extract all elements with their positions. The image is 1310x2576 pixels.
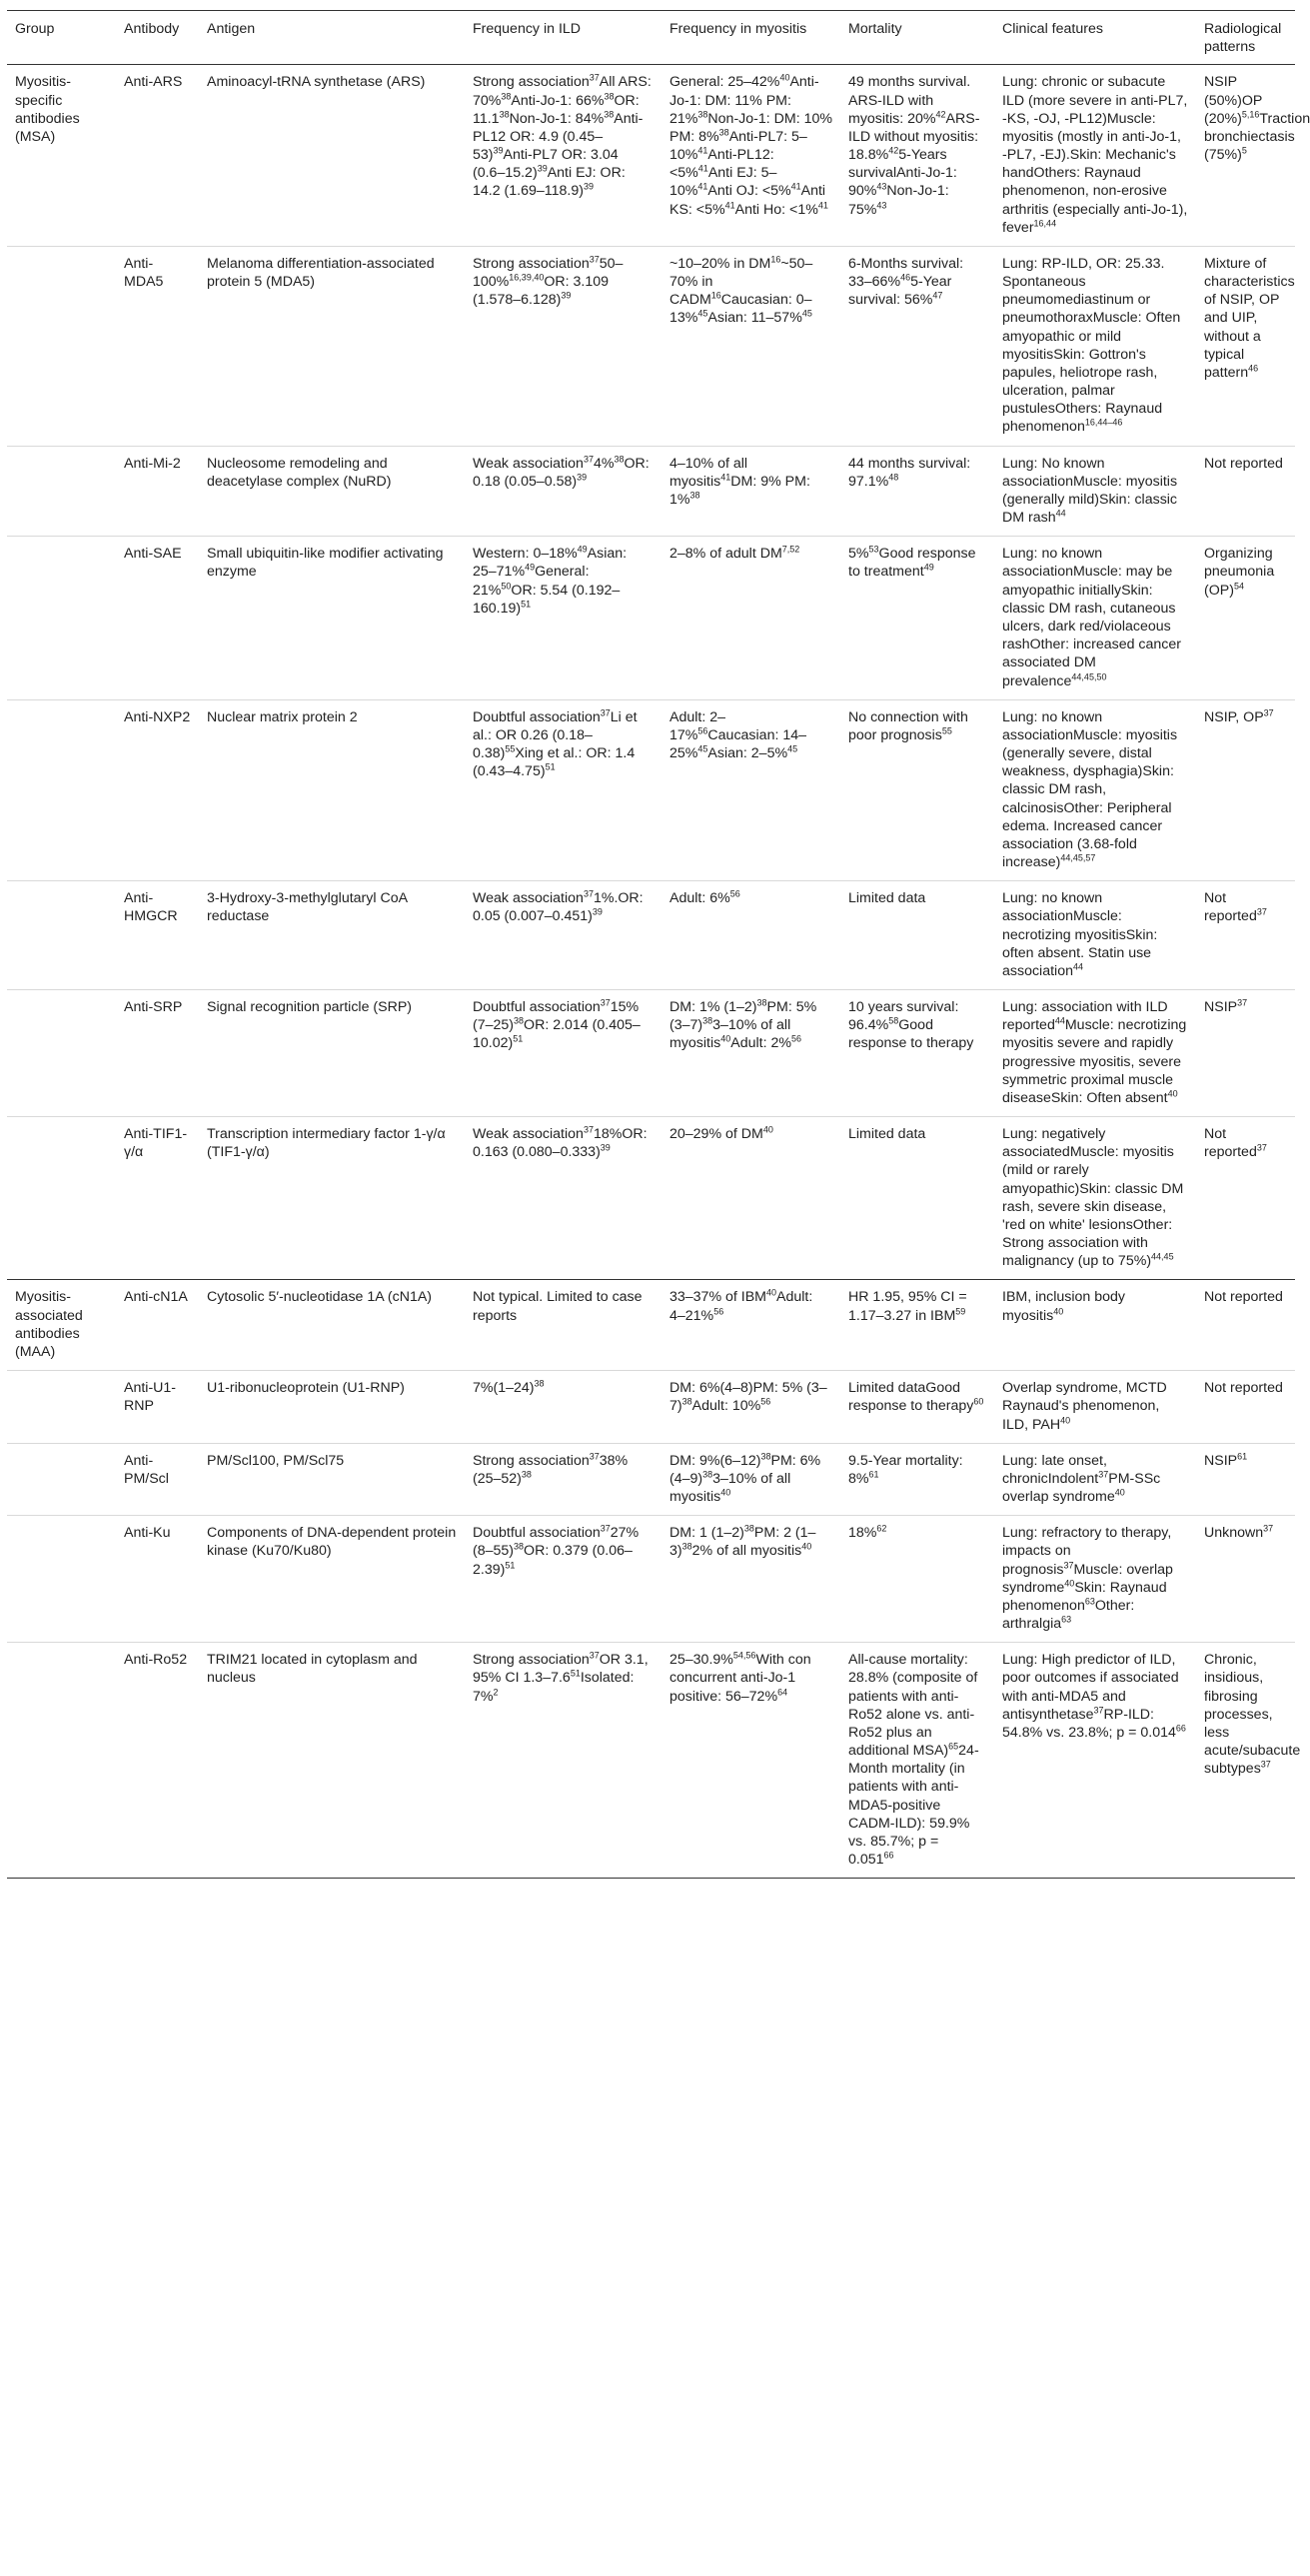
antigen-cell: Melanoma differentiation-associated protein 5 (MDA5) [207, 255, 435, 291]
myositis-frequency-cell: 33–37% of IBM$^{40}$Adult: 4–21%$^{56}$ [669, 1287, 813, 1324]
reference-superscript: 44 [1055, 508, 1066, 519]
group-cell [7, 537, 116, 699]
reference-superscript: 37 [589, 1650, 600, 1661]
clinical-features-cell: Overlap syndrome, MCTD Raynaud's phenomenon, ILD, PAH$^{40}$ [1002, 1380, 1167, 1433]
reference-superscript: 45 [801, 308, 812, 319]
reference-superscript: 40 [720, 1033, 731, 1044]
reference-superscript: 66 [883, 1850, 894, 1861]
reference-superscript: 40 [762, 1124, 773, 1135]
reference-superscript: 55 [941, 725, 952, 736]
antibody-cell: Anti-HMGCR [124, 890, 178, 925]
reference-superscript: 40 [801, 1541, 812, 1552]
antibody-cell: Anti-ARS [124, 74, 183, 91]
reference-superscript: 39 [592, 906, 603, 917]
myositis-frequency-cell: Adult: 2–17%$^{56}$Caucasian: 14–25%$^{45}$Asian: 2–5%$^{45}$ [669, 708, 807, 762]
radiological-patterns-cell: Chronic, insidious, fibrosing processes, less acute/subacute subtypes$^{37}$ [1204, 1652, 1301, 1778]
table-row [7, 65, 1295, 247]
myositis-frequency-cell: DM: 1% $(1-2)^{38}PM$: 5% $(3-7)^{38}3-10\%$ of all myositis$^{40}$Adult: 2%$^{56}$ [669, 997, 817, 1052]
reference-superscript: 16,44 [1033, 217, 1057, 228]
mortality-cell: 9.5-Year mortality: 8%$^{61}$ [848, 1452, 963, 1487]
reference-superscript: 38 [499, 108, 510, 119]
reference-superscript: 45 [697, 308, 708, 319]
reference-superscript: 56 [713, 1305, 724, 1316]
ild-frequency-cell: Strong association$^{37}$OR 3.1, 95% CI $1.3-7.6^{51}Isolated$: 7%$^2$ [473, 1650, 649, 1705]
reference-superscript: 44,45,50 [1071, 670, 1107, 681]
reference-superscript: 50 [501, 580, 512, 591]
clinical-features-cell: Lung: negatively associatedMuscle: myositis (mild or rarely amyopathic)Skin: classic DM rash, severe skin disease, 'red on white' lesionsOther: Strong association with malignancy (up to 75%)$^{44,45}$ [1002, 1126, 1184, 1270]
mortality-cell: Limited data [848, 1126, 926, 1143]
ild-frequency-cell: Strong association$^{37}$All ARS: 70%$^{38}$Anti-Jo-1: 66%$^{38}$OR: 11.1$^{38}$Non-Jo-1: 84%$^{38}$Anti-PL12 OR: 4.9 $(0.45-53)^{39}Anti-PL7$ OR: 3.04 $(0.6-15.2)^{39}Anti$ EJ: OR: 14.2 $(1.69-118.9)^{39}$ [473, 72, 652, 200]
reference-superscript: 40 [766, 1287, 777, 1298]
antibody-cell: Anti-U1-RNP [124, 1380, 177, 1415]
ild-frequency-cell: $7\%(1-24)^{38}$ [473, 1378, 545, 1397]
radiological-patterns-cell: Unknown$^{37}$ [1204, 1523, 1274, 1542]
reference-superscript: 5,16 [1241, 108, 1260, 119]
radiological-patterns-cell: Not reported [1204, 1380, 1283, 1397]
antibody-cell: Anti-Ro52 [124, 1652, 188, 1669]
ild-frequency-cell: Doubtful association$^{37}$27% $(8-55)^{38}OR$: 0.379 $(0.06-2.39)^{51}$ [473, 1523, 640, 1578]
antibody-cell: Anti-PM/Scl [124, 1452, 169, 1487]
reference-superscript: 44,45 [1151, 1251, 1174, 1262]
antibody-cell: Anti-cN1A [124, 1289, 188, 1306]
reference-superscript: 40 [720, 1487, 731, 1498]
ild-frequency-cell: Strong association$^{37}$50–100%$^{16,39,40}$OR: 3.109 $(1.578-6.128)^{39}$ [473, 254, 624, 309]
myositis-frequency-cell: DM: 6%(4–8)PM: 5% $(3-7)^{38}Adult$: 10%$^{56}$ [669, 1380, 827, 1415]
reference-superscript: 56 [760, 1396, 771, 1407]
reference-superscript: 16 [710, 290, 721, 301]
reference-superscript: 7,52 [781, 544, 800, 555]
myositis-frequency-cell: 4–10% of all myositis$^{41}$DM: 9% PM: 1%$^{38}$ [669, 455, 810, 508]
reference-superscript: 39 [561, 290, 572, 301]
radiological-patterns-cell: NSIP (50%)OP $(20\%)^{5,16}Traction$ bronchiectasis $(75\%)^5$ [1204, 74, 1310, 164]
reference-superscript: 37 [1093, 1705, 1104, 1716]
reference-superscript: 53 [868, 544, 879, 555]
antibody-cell: Anti-TIF1-γ/α [124, 1126, 188, 1161]
reference-superscript: 37 [600, 706, 611, 717]
reference-superscript: 38 [681, 1541, 692, 1552]
ild-frequency-cell: Weak association$^{37}$18%OR: 0.163 $(0.080-0.333)^{39}$ [473, 1124, 648, 1161]
reference-superscript: 44 [1054, 1015, 1065, 1026]
reference-superscript: 41 [720, 472, 731, 483]
reference-superscript: 39 [493, 145, 504, 156]
clinical-features-cell: Lung: chronic or subacute ILD (more severe in anti-PL7, -KS, -OJ, -PL12)Muscle: myositis (mostly in anti-Jo-1, -PL7, -EJ).Skin: Mechanic's handOthers: Raynaud phenomenon, non-erosive arthritis (especially anti-Jo-1), fever$^{16,44}$ [1002, 74, 1188, 236]
reference-superscript: 37 [589, 72, 600, 83]
reference-superscript: 37 [1063, 1559, 1074, 1570]
reference-superscript: 43 [876, 199, 887, 210]
mortality-cell: 44 months survival: 97.1%$^{48}$ [848, 455, 971, 490]
header-clinical-features: Clinical features [994, 11, 1196, 65]
reference-superscript: 38 [501, 90, 512, 101]
group-cell [7, 990, 116, 1117]
ild-frequency-cell: Strong association$^{37}$38% $(25-52)^{38}$ [473, 1450, 629, 1487]
clinical-features-cell: Lung: no known associationMuscle: necrotizing myositisSkin: often absent. Statin use association$^{44}$ [1002, 890, 1158, 979]
antibody-cell: Anti-SRP [124, 999, 183, 1016]
reference-superscript: 39 [577, 472, 588, 483]
radiological-patterns-cell: Not reported$^{37}$ [1204, 890, 1267, 925]
group-cell [7, 1117, 116, 1280]
reference-superscript: 41 [790, 181, 801, 192]
reference-superscript: 61 [868, 1469, 879, 1480]
header-frequency-myositis: Frequency in myositis [661, 11, 840, 65]
reference-superscript: 49 [577, 544, 588, 555]
reference-superscript: 38 [689, 490, 700, 501]
reference-superscript: 16,44–46 [1084, 417, 1123, 428]
antigen-cell: Signal recognition particle (SRP) [207, 999, 413, 1016]
reference-superscript: 45 [787, 743, 798, 754]
antigen-cell: TRIM21 located in cytoplasm and nucleus [207, 1652, 418, 1687]
antigen-cell: 3-Hydroxy-3-methylglutaryl CoA reductase [207, 890, 408, 925]
radiological-patterns-cell: Organizing pneumonia (OP)$^{54}$ [1204, 546, 1275, 599]
reference-superscript: 48 [888, 472, 899, 483]
reference-superscript: 37 [600, 1523, 611, 1534]
reference-superscript: 49 [923, 562, 934, 573]
reference-superscript: 38 [743, 1523, 754, 1534]
table-row [7, 1443, 1295, 1516]
group-cell: Myositis-specific antibodies (MSA) [15, 74, 80, 145]
reference-superscript: 51 [521, 599, 532, 610]
reference-superscript: 38 [702, 1469, 713, 1480]
antigen-cell: U1-ribonucleoprotein (U1-RNP) [207, 1380, 405, 1397]
antibody-cell: Anti-SAE [124, 546, 182, 563]
reference-superscript: 38 [718, 127, 729, 138]
ild-frequency-cell: Western: 0–18%$^{49}$Asian: 25–71%$^{49}$General: 21%$^{50}$OR: 5.54 $(0.192-160.19)^{51}$ [473, 544, 628, 617]
myositis-frequency-cell: 25–30.9%$^{54,56}$With con concurrent anti-Jo-1 positive: 56–72%$^{64}$ [669, 1650, 811, 1705]
header-mortality: Mortality [840, 11, 994, 65]
reference-superscript: 60 [973, 1396, 984, 1407]
mortality-cell: Limited data [848, 890, 926, 907]
group-cell [7, 1443, 116, 1516]
antibody-cell: Anti-Ku [124, 1525, 171, 1542]
reference-superscript: 40 [1167, 1088, 1178, 1099]
clinical-features-cell: Lung: No known associationMuscle: myositis (generally mild)Skin: classic DM rash$^{44}$ [1002, 455, 1178, 527]
reference-superscript: 56 [729, 888, 740, 899]
reference-superscript: 38 [681, 1396, 692, 1407]
antigen-cell: Small ubiquitin-like modifier activating enzyme [207, 546, 444, 581]
clinical-features-cell: Lung: High predictor of ILD, poor outcomes if associated with anti-MDA5 and antisynthetase$^{37}$RP-ILD: 54.8% vs. 23.8%; $p = 0.014^{66}$ [1002, 1652, 1186, 1741]
header-group: Group [7, 11, 116, 65]
table-row [7, 1280, 1295, 1371]
antigen-cell: Nuclear matrix protein 2 [207, 708, 358, 725]
reference-superscript: 66 [1175, 1723, 1186, 1734]
table-row [7, 1117, 1295, 1280]
antigen-cell: Transcription intermediary factor 1-γ/α (TIF1-γ/α) [207, 1126, 446, 1161]
reference-superscript: 61 [1237, 1450, 1248, 1461]
reference-superscript: 64 [777, 1686, 788, 1697]
reference-superscript: 39 [600, 1142, 611, 1153]
reference-superscript: 40 [1060, 1414, 1071, 1425]
reference-superscript: 40 [1053, 1305, 1064, 1316]
clinical-features-cell: Lung: refractory to therapy, impacts on prognosis$^{37}$Muscle: overlap syndrome$^{40}$Skin: Raynaud phenomenon$^{63}$Other: arthralgia$^{63}$ [1002, 1525, 1173, 1633]
myositis-frequency-cell: DM: 1 $(1-2)^{38}PM$: 2 $(1-3)^{38}2\%$ of all myositis$^{40}$ [669, 1523, 816, 1560]
reference-superscript: 40 [1064, 1577, 1075, 1588]
reference-superscript: 37 [1098, 1469, 1109, 1480]
antigen-cell: Aminoacyl-tRNA synthetase (ARS) [207, 74, 426, 91]
clinical-features-cell: Lung: no known associationMuscle: may be amyopathic initiallySkin: classic DM rash, cutaneous ulcers, dark red/violaceous rashOther: increased cancer associated DM prevalence$^{44,45,50}$ [1002, 546, 1182, 689]
radiological-patterns-cell: Not reported [1204, 1289, 1283, 1306]
myositis-frequency-cell: ~10–20% in DM$^{16}$~50–70% in CADM$^{16}$Caucasian: 0–13%$^{45}$Asian: 11–57%$^{45}$ [669, 254, 813, 327]
reference-superscript: 38 [614, 453, 625, 464]
header-row [7, 11, 1295, 65]
myositis-frequency-cell: 2–8% of adult DM$^{7,52}$ [669, 544, 800, 563]
table-row [7, 446, 1295, 537]
reference-superscript: 37 [1256, 906, 1267, 917]
reference-superscript: 37 [600, 997, 611, 1008]
reference-superscript: 47 [932, 290, 943, 301]
table-row [7, 699, 1295, 881]
reference-superscript: 16 [770, 254, 781, 265]
ild-frequency-cell: Doubtful association$^{37}$15% $(7-25)^{38}OR$: 2.014 $(0.405-10.02)^{51}$ [473, 997, 641, 1052]
radiological-patterns-cell: Not reported$^{37}$ [1204, 1126, 1267, 1161]
myositis-frequency-cell: Adult: 6%$^{56}$ [669, 888, 740, 907]
table-row [7, 1643, 1295, 1879]
reference-superscript: 37 [1263, 706, 1274, 717]
reference-superscript: 37 [583, 453, 594, 464]
ild-frequency-cell: Weak association$^{37}$4%$^{38}$OR: 0.18 $(0.05-0.58)^{39}$ [473, 453, 650, 490]
table-row [7, 246, 1295, 446]
reference-superscript: 37 [583, 888, 594, 899]
reference-superscript: 41 [697, 145, 708, 156]
reference-superscript: 51 [545, 761, 556, 772]
myositis-frequency-cell: 20–29% of DM$^{40}$ [669, 1124, 773, 1143]
group-cell [7, 1371, 116, 1444]
radiological-patterns-cell: NSIP, OP$^{37}$ [1204, 706, 1274, 725]
reference-superscript: 37 [1263, 1523, 1274, 1534]
reference-superscript: 2 [493, 1686, 499, 1697]
reference-superscript: 51 [570, 1668, 581, 1679]
reference-superscript: 39 [537, 163, 548, 174]
reference-superscript: 44,45,57 [1060, 852, 1096, 863]
clinical-features-cell: Lung: late onset, chronicIndolent$^{37}$PM-SSc overlap syndrome$^{40}$ [1002, 1452, 1161, 1506]
radiological-patterns-cell: Not reported [1204, 455, 1283, 472]
reference-superscript: 63 [1084, 1596, 1095, 1607]
reference-superscript: 38 [534, 1378, 545, 1389]
radiological-patterns-cell: NSIP$^{61}$ [1204, 1450, 1248, 1469]
antibody-cell: Anti-NXP2 [124, 708, 191, 725]
reference-superscript: 58 [888, 1015, 899, 1026]
reference-superscript: 63 [1061, 1614, 1072, 1625]
reference-superscript: 59 [955, 1305, 966, 1316]
mortality-cell: No connection with poor prognosis$^{55}$ [848, 708, 968, 743]
reference-superscript: 37 [589, 1450, 600, 1461]
clinical-features-cell: Lung: RP-ILD, OR: 25.33. Spontaneous pneumomediastinum or pneumothoraxMuscle: Often amyopathic or mild myositisSkin: Gottron's papules, heliotrope rash, ulceration, palmar pustulesOthers: Raynaud phenomenon$^{16,44-46}$ [1002, 255, 1181, 436]
myositis-frequency-cell: General: 25–42%$^{40}$Anti-Jo-1: DM: 11% PM: 21%$^{38}$Non-Jo-1: DM: 10% PM: 8%$^{38}$Anti-PL7: 5–10%$^{41}$Anti-PL12: <5%$^{41}$Anti EJ: 5–10%$^{41}$Anti OJ: <5%$^{41}$Anti KS: <5%$^{41}$Anti Ho: <1%$^{41}$ [669, 72, 832, 218]
mortality-cell: 5%$^{53}$Good response to treatment$^{49}$ [848, 544, 976, 581]
group-cell [7, 1643, 116, 1879]
table-row [7, 990, 1295, 1117]
reference-superscript: 65 [948, 1741, 959, 1752]
reference-superscript: 54,56 [732, 1650, 756, 1661]
table-row [7, 537, 1295, 699]
reference-superscript: 38 [514, 1015, 525, 1026]
header-antigen: Antigen [199, 11, 465, 65]
mortality-cell: 18%$^{62}$ [848, 1523, 887, 1542]
reference-superscript: 46 [900, 272, 911, 283]
group-cell [7, 881, 116, 990]
group-cell [7, 446, 116, 537]
radiological-patterns-cell: NSIP$^{37}$ [1204, 997, 1248, 1016]
reference-superscript: 62 [876, 1523, 887, 1534]
radiological-patterns-cell: Mixture of characteristics of NSIP, OP and UIP, without a typical pattern$^{46}$ [1204, 255, 1295, 381]
reference-superscript: 38 [604, 108, 615, 119]
group-cell [7, 246, 116, 446]
mortality-cell: Limited dataGood response to therapy$^{60}$ [848, 1380, 984, 1415]
reference-superscript: 37 [589, 254, 600, 265]
antigen-cell: Components of DNA-dependent protein kinase (Ku70/Ku80) [207, 1525, 457, 1560]
reference-superscript: 46 [1248, 363, 1259, 374]
reference-superscript: 41 [697, 163, 708, 174]
header-antibody: Antibody [116, 11, 199, 65]
reference-superscript: 41 [817, 199, 828, 210]
reference-superscript: 56 [697, 725, 708, 736]
reference-superscript: 51 [505, 1559, 516, 1570]
reference-superscript: 38 [514, 1541, 525, 1552]
reference-superscript: 42 [888, 145, 899, 156]
group-cell [7, 1516, 116, 1643]
group-cell [7, 699, 116, 881]
ild-frequency-cell: Doubtful association$^{37}$Li et al.: OR 0.26 $(0.18-0.38)^{55}Xing$ et al.: OR: 1.4 $(0.43-4.75)^{51}$ [473, 706, 638, 780]
reference-superscript: 37 [1260, 1759, 1271, 1770]
reference-superscript: 38 [697, 108, 708, 119]
antigen-cell: Nucleosome remodeling and deacetylase complex (NuRD) [207, 455, 392, 490]
reference-superscript: 43 [876, 181, 887, 192]
reference-superscript: 38 [702, 1015, 713, 1026]
reference-superscript: 41 [697, 181, 708, 192]
mortality-cell: 6-Months survival: 33–66%$^{46}$5-Year survival: 56%$^{47}$ [848, 255, 964, 309]
reference-superscript: 38 [604, 90, 615, 101]
table-row [7, 1516, 1295, 1643]
group-cell: Myositis-associated antibodies (MAA) [15, 1289, 83, 1360]
antigen-cell: Cytosolic 5′-nucleotidase 1A (cN1A) [207, 1289, 433, 1306]
antibody-cell: Anti-MDA5 [124, 255, 164, 291]
reference-superscript: 41 [724, 199, 735, 210]
reference-superscript: 37 [1237, 997, 1248, 1008]
antibody-table [7, 10, 1310, 1879]
reference-superscript: 5 [1241, 145, 1247, 156]
ild-frequency-cell: Weak association$^{37}$1%.OR: 0.05 $(0.007-0.451)^{39}$ [473, 888, 644, 925]
header-frequency-ild: Frequency in ILD [465, 11, 661, 65]
antigen-cell: PM/Scl100, PM/Scl75 [207, 1452, 345, 1469]
reference-superscript: 16,39,40 [509, 272, 545, 283]
reference-superscript: 38 [521, 1469, 532, 1480]
reference-superscript: 54 [1233, 580, 1244, 591]
reference-superscript: 45 [697, 743, 708, 754]
mortality-cell: 10 years survival: 96.4%$^{58}$Good response to therapy [848, 999, 974, 1052]
reference-superscript: 49 [525, 562, 536, 573]
reference-superscript: 42 [935, 108, 946, 119]
mortality-cell: HR 1.95, 95% CI = 1.17–3.27 in IBM$^{59}$ [848, 1289, 967, 1324]
reference-superscript: 38 [760, 1450, 771, 1461]
reference-superscript: 51 [513, 1033, 524, 1044]
reference-superscript: 40 [1114, 1487, 1125, 1498]
table-row [7, 881, 1295, 990]
reference-superscript: 55 [505, 743, 516, 754]
clinical-features-cell: IBM, inclusion body myositis$^{40}$ [1002, 1289, 1126, 1324]
reference-superscript: 40 [779, 72, 790, 83]
reference-superscript: 37 [583, 1124, 594, 1135]
antibody-cell: Anti-Mi-2 [124, 455, 181, 472]
header-radiological-patterns: Radiological patterns [1196, 11, 1295, 65]
mortality-cell: 49 months survival. ARS-ILD with myositis: 20%$^{42}$ARS-ILD without myositis: 18.8%$^{42}$5-Years survivalAnti-Jo-1: 90%$^{43}$Non-Jo-1: 75%$^{43}$ [848, 74, 980, 218]
reference-superscript: 44 [1072, 961, 1083, 972]
myositis-frequency-cell: DM: $9\%(6-12)^{38}PM$: 6% $(4-9)^{38}3-10\%$ of all myositis$^{40}$ [669, 1450, 821, 1506]
clinical-features-cell: Lung: association with ILD reported$^{44}$Muscle: necrotizing myositis severe and rapidly progressive myositis, severe symmetric proximal muscle diseaseSkin: Often absent$^{40}$ [1002, 999, 1187, 1106]
mortality-cell: All-cause mortality: 28.8% (composite of patients with anti-Ro52 alone vs. anti-Ro52 plus an additional MSA)$^{65}$24-Month mortality (in patients with anti-MDA5-positive CADM-ILD): 59.9% vs. 85.7%; $p = 0.051^{66}$ [848, 1652, 979, 1869]
reference-superscript: 56 [791, 1033, 802, 1044]
reference-superscript: 37 [1256, 1142, 1267, 1153]
table-row [7, 1371, 1295, 1444]
reference-superscript: 38 [756, 997, 767, 1008]
ild-frequency-cell: Not typical. Limited to case reports [473, 1289, 643, 1324]
clinical-features-cell: Lung: no known associationMuscle: myositis (generally severe, distal weakness, dysphagia)Skin: classic DM rash, calcinosisOther: Peripheral edema. Increased cancer association (3.68-fold increase)$^{44,45,57}$ [1002, 708, 1178, 871]
reference-superscript: 39 [583, 181, 594, 192]
